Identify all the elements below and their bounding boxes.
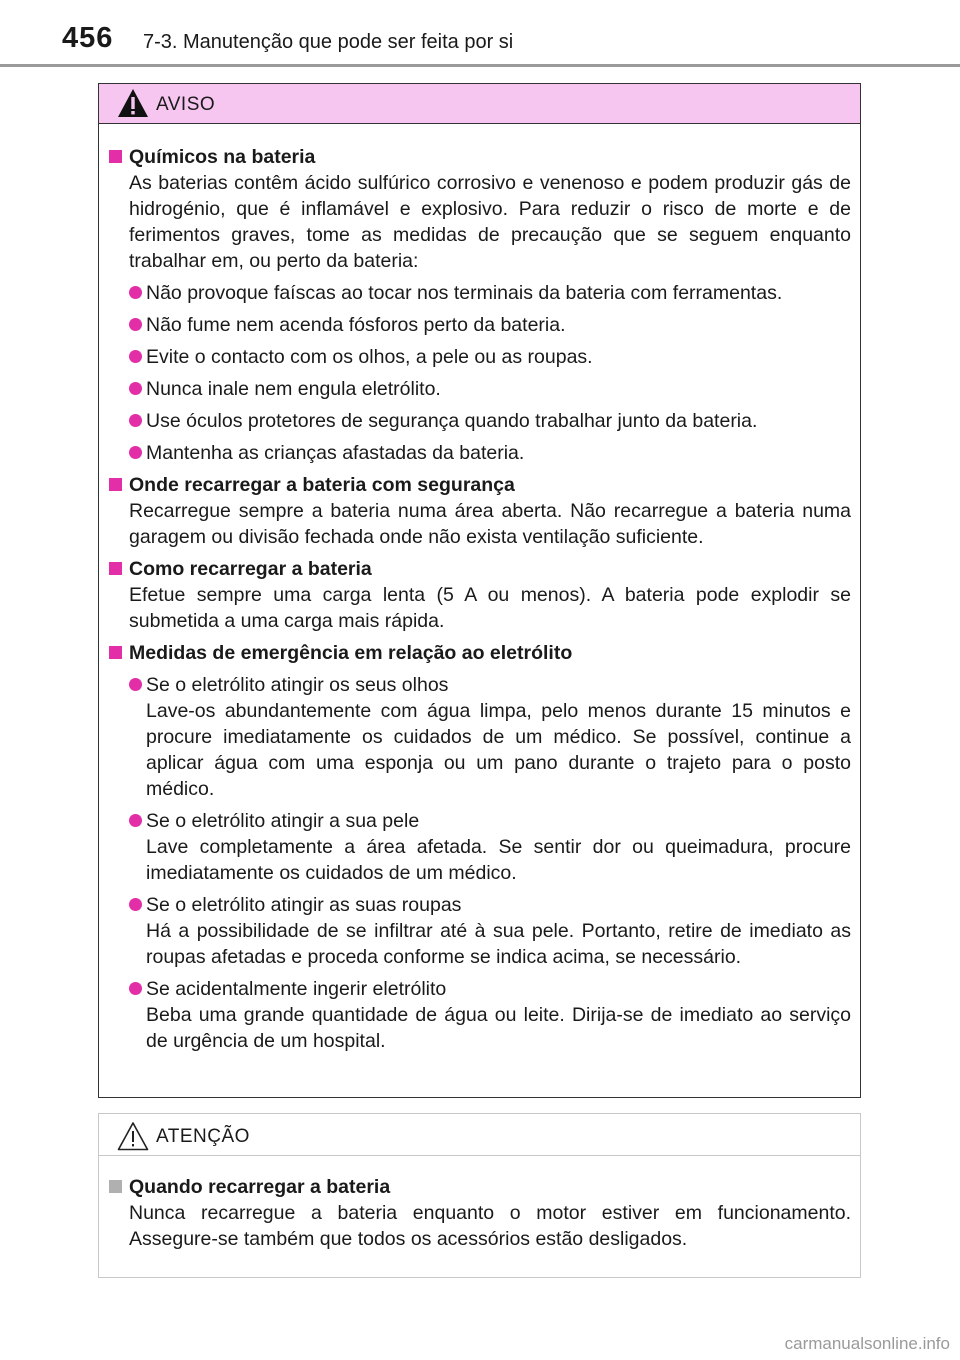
square-bullet-icon: [109, 478, 122, 491]
warning-label: AVISO: [156, 94, 216, 115]
round-bullet-icon: [129, 286, 142, 299]
section-heading: Químicos na bateria: [108, 144, 851, 170]
round-bullet-icon: [129, 382, 142, 395]
item-text: Beba uma grande quantidade de água ou leite. Dirija-se de imediato ao serviço de urgência de um hospital.: [146, 1004, 851, 1052]
section-title: 7-3. Manutenção que pode ser feita por si: [143, 31, 514, 53]
round-bullet-icon: [129, 814, 142, 827]
caution-triangle-icon: [117, 1121, 149, 1156]
caution-box-header: [99, 1114, 860, 1156]
round-bullet-icon: [129, 678, 142, 691]
list-item: [108, 892, 851, 970]
watermark: carmanualsonline.info: [784, 1334, 950, 1353]
warning-content: [108, 144, 851, 1054]
square-bullet-icon: [109, 646, 122, 659]
item-heading: Se o eletrólito atingir as suas roupas: [146, 894, 462, 916]
round-bullet-icon: [129, 982, 142, 995]
round-bullet-icon: [129, 446, 142, 459]
header-divider: [0, 64, 960, 67]
list-item: [108, 808, 851, 886]
square-bullet-icon: [109, 1180, 122, 1193]
list-item: Mantenha as crianças afastadas da bateria.: [108, 440, 851, 466]
item-text: Há a possibilidade de se infiltrar até à sua pele. Portanto, retire de imediato as roupas afetadas e proceda conforme se indica acima, se necessário.: [146, 920, 851, 968]
section-heading: Onde recarregar a bateria com segurança: [108, 472, 851, 498]
item-text: Lave completamente a área afetada. Se sentir dor ou queimadura, procure imediatamente os cuidados de um médico.: [146, 836, 851, 884]
section-heading: Quando recarregar a bateria: [108, 1174, 851, 1200]
page-header: [0, 0, 960, 70]
round-bullet-icon: [129, 318, 142, 331]
item-heading: Se o eletrólito atingir os seus olhos: [146, 674, 449, 696]
list-item: [108, 672, 851, 802]
square-bullet-icon: [109, 150, 122, 163]
list-item: Evite o contacto com os olhos, a pele ou as roupas.: [108, 344, 851, 370]
caution-content: [108, 1174, 851, 1252]
section-heading: Como recarregar a bateria: [108, 556, 851, 582]
warning-triangle-icon: [117, 88, 149, 123]
section-text: Nunca recarregue a bateria enquanto o motor estiver em funcionamento. Assegure-se também que todos os acessórios estão desligados.: [129, 1202, 851, 1250]
round-bullet-icon: [129, 350, 142, 363]
section-heading: Medidas de emergência em relação ao eletrólito: [108, 640, 851, 666]
warning-box-header: [99, 84, 860, 124]
list-item: Não fume nem acenda fósforos perto da bateria.: [108, 312, 851, 338]
square-bullet-icon: [109, 562, 122, 575]
list-item: Não provoque faíscas ao tocar nos terminais da bateria com ferramentas.: [108, 280, 851, 306]
section-text: Efetue sempre uma carga lenta (5 A ou menos). A bateria pode explodir se submetida a uma carga mais rápida.: [129, 584, 851, 632]
caution-box: [98, 1113, 861, 1278]
round-bullet-icon: [129, 414, 142, 427]
item-heading: Se o eletrólito atingir a sua pele: [146, 810, 420, 832]
item-heading: Se acidentalmente ingerir eletrólito: [146, 978, 447, 1000]
section-text: As baterias contêm ácido sulfúrico corrosivo e venenoso e podem produzir gás de hidrogénio, que é inflamável e explosivo. Para reduzir o risco de morte e de ferimentos graves, tome as medidas de precaução que se seguem enquanto trabalhar em, ou perto da bateria:: [129, 172, 851, 272]
warning-box: [98, 83, 861, 1098]
section-text: Recarregue sempre a bateria numa área aberta. Não recarregue a bateria numa garagem ou divisão fechada onde não exista ventilação suficiente.: [129, 500, 851, 548]
page-number: 456: [62, 22, 114, 54]
caution-label: ATENÇÃO: [156, 1126, 250, 1147]
item-text: Lave-os abundantemente com água limpa, pelo menos durante 15 minutos e procure imediatamente os cuidados de um médico. Se possível, continue a aplicar água com uma esponja ou um pano durante o trajeto para o posto médico.: [146, 700, 851, 800]
round-bullet-icon: [129, 898, 142, 911]
list-item: Nunca inale nem engula eletrólito.: [108, 376, 851, 402]
list-item: [108, 976, 851, 1054]
list-item: Use óculos protetores de segurança quando trabalhar junto da bateria.: [108, 408, 851, 434]
